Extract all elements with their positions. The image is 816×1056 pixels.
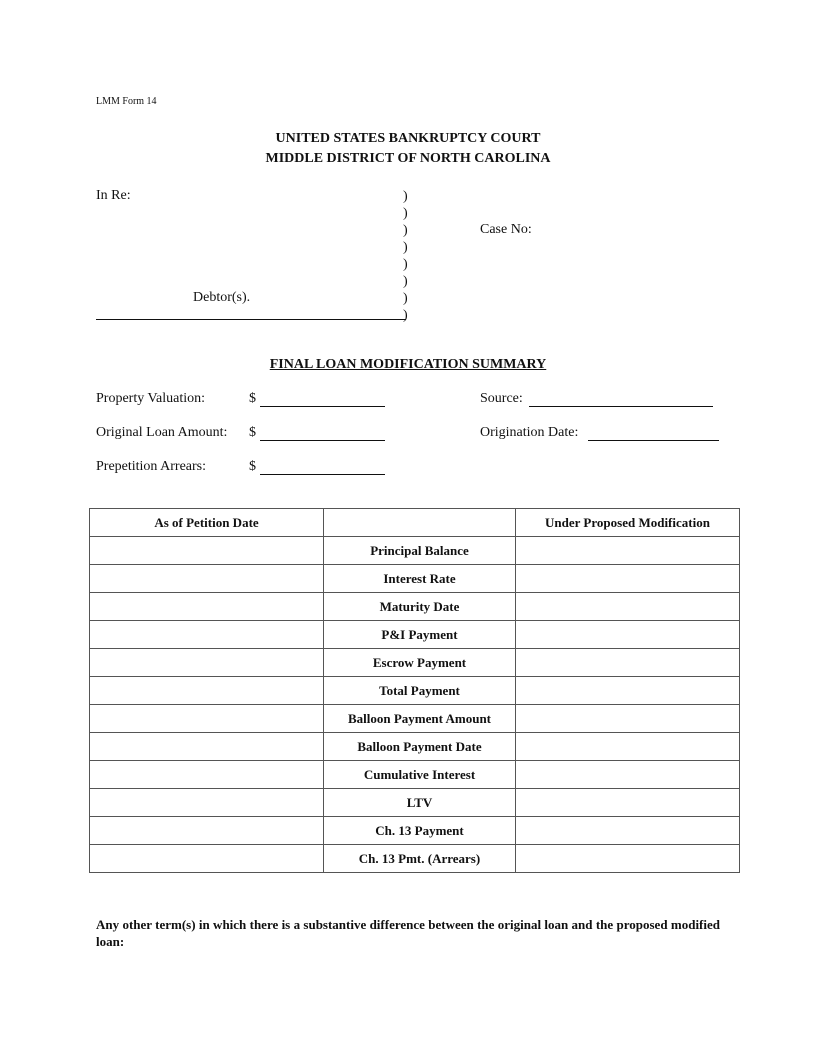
caption-paren: ) bbox=[403, 308, 408, 323]
petition-date-cell[interactable] bbox=[90, 761, 324, 789]
header-petition-date: As of Petition Date bbox=[90, 509, 324, 537]
table-row bbox=[90, 705, 740, 733]
petition-date-cell[interactable] bbox=[90, 621, 324, 649]
table-row bbox=[90, 789, 740, 817]
table-row bbox=[90, 649, 740, 677]
proposed-modification-cell[interactable] bbox=[516, 705, 740, 733]
row-label: Balloon Payment Date bbox=[324, 733, 516, 761]
form-number: LMM Form 14 bbox=[96, 96, 157, 107]
petition-date-cell[interactable] bbox=[90, 733, 324, 761]
form-title: FINAL LOAN MODIFICATION SUMMARY bbox=[269, 357, 547, 372]
other-terms-text: Any other term(s) in which there is a substantive difference between the original loan and the proposed modified loan: bbox=[96, 917, 720, 949]
petition-date-cell[interactable] bbox=[90, 789, 324, 817]
proposed-modification-cell[interactable] bbox=[516, 537, 740, 565]
row-label: Ch. 13 Pmt. (Arrears) bbox=[324, 845, 516, 873]
prepetition-arrears-blank[interactable] bbox=[260, 474, 385, 475]
proposed-modification-cell[interactable] bbox=[516, 649, 740, 677]
property-valuation-label: Property Valuation: bbox=[96, 391, 206, 406]
source-label: Source: bbox=[480, 391, 523, 406]
header-middle bbox=[324, 509, 516, 537]
proposed-modification-cell[interactable] bbox=[516, 677, 740, 705]
table-row bbox=[90, 733, 740, 761]
table-row bbox=[90, 593, 740, 621]
caption-paren: ) bbox=[403, 274, 408, 289]
petition-date-cell[interactable] bbox=[90, 649, 324, 677]
table-row bbox=[90, 621, 740, 649]
dollar-sign: $ bbox=[249, 425, 256, 440]
proposed-modification-cell[interactable] bbox=[516, 565, 740, 593]
proposed-modification-cell[interactable] bbox=[516, 621, 740, 649]
origination-date-label: Origination Date: bbox=[480, 425, 579, 440]
caption-paren: ) bbox=[403, 223, 408, 238]
proposed-modification-cell[interactable] bbox=[516, 593, 740, 621]
petition-date-cell[interactable] bbox=[90, 845, 324, 873]
proposed-modification-cell[interactable] bbox=[516, 817, 740, 845]
petition-date-cell[interactable] bbox=[90, 565, 324, 593]
petition-date-cell[interactable] bbox=[90, 817, 324, 845]
proposed-modification-cell[interactable] bbox=[516, 733, 740, 761]
row-label: Principal Balance bbox=[324, 537, 516, 565]
loan-summary-table bbox=[89, 508, 740, 873]
source-blank[interactable] bbox=[529, 406, 713, 407]
origination-date-blank[interactable] bbox=[588, 440, 719, 441]
prepetition-arrears-label: Prepetition Arrears: bbox=[96, 459, 207, 474]
original-loan-amount-blank[interactable] bbox=[260, 440, 385, 441]
caption-underline bbox=[96, 319, 406, 320]
row-label: Balloon Payment Amount bbox=[324, 705, 516, 733]
court-name: UNITED STATES BANKRUPTCY COURT bbox=[275, 131, 541, 146]
table-header-row bbox=[90, 509, 740, 537]
caption-paren: ) bbox=[403, 291, 408, 306]
table-row bbox=[90, 761, 740, 789]
row-label: Total Payment bbox=[324, 677, 516, 705]
original-loan-amount-label: Original Loan Amount: bbox=[96, 425, 228, 440]
header-proposed-modification: Under Proposed Modification bbox=[516, 509, 740, 537]
table-row bbox=[90, 537, 740, 565]
table-row bbox=[90, 817, 740, 845]
table-row bbox=[90, 845, 740, 873]
dollar-sign: $ bbox=[249, 391, 256, 406]
table-row bbox=[90, 677, 740, 705]
property-valuation-blank[interactable] bbox=[260, 406, 385, 407]
dollar-sign: $ bbox=[249, 459, 256, 474]
proposed-modification-cell[interactable] bbox=[516, 761, 740, 789]
table-row bbox=[90, 565, 740, 593]
caption-paren: ) bbox=[403, 240, 408, 255]
in-re-label: In Re: bbox=[96, 188, 131, 203]
row-label: Ch. 13 Payment bbox=[324, 817, 516, 845]
row-label: Maturity Date bbox=[324, 593, 516, 621]
petition-date-cell[interactable] bbox=[90, 537, 324, 565]
row-label: LTV bbox=[324, 789, 516, 817]
row-label: Interest Rate bbox=[324, 565, 516, 593]
petition-date-cell[interactable] bbox=[90, 593, 324, 621]
debtor-label: Debtor(s). bbox=[193, 290, 251, 305]
caption-paren: ) bbox=[403, 206, 408, 221]
proposed-modification-cell[interactable] bbox=[516, 845, 740, 873]
petition-date-cell[interactable] bbox=[90, 705, 324, 733]
caption-paren: ) bbox=[403, 189, 408, 204]
petition-date-cell[interactable] bbox=[90, 677, 324, 705]
case-no-label: Case No: bbox=[480, 222, 532, 237]
proposed-modification-cell[interactable] bbox=[516, 789, 740, 817]
court-district: MIDDLE DISTRICT OF NORTH CAROLINA bbox=[265, 151, 551, 166]
row-label: P&I Payment bbox=[324, 621, 516, 649]
row-label: Escrow Payment bbox=[324, 649, 516, 677]
row-label: Cumulative Interest bbox=[324, 761, 516, 789]
caption-paren: ) bbox=[403, 257, 408, 272]
